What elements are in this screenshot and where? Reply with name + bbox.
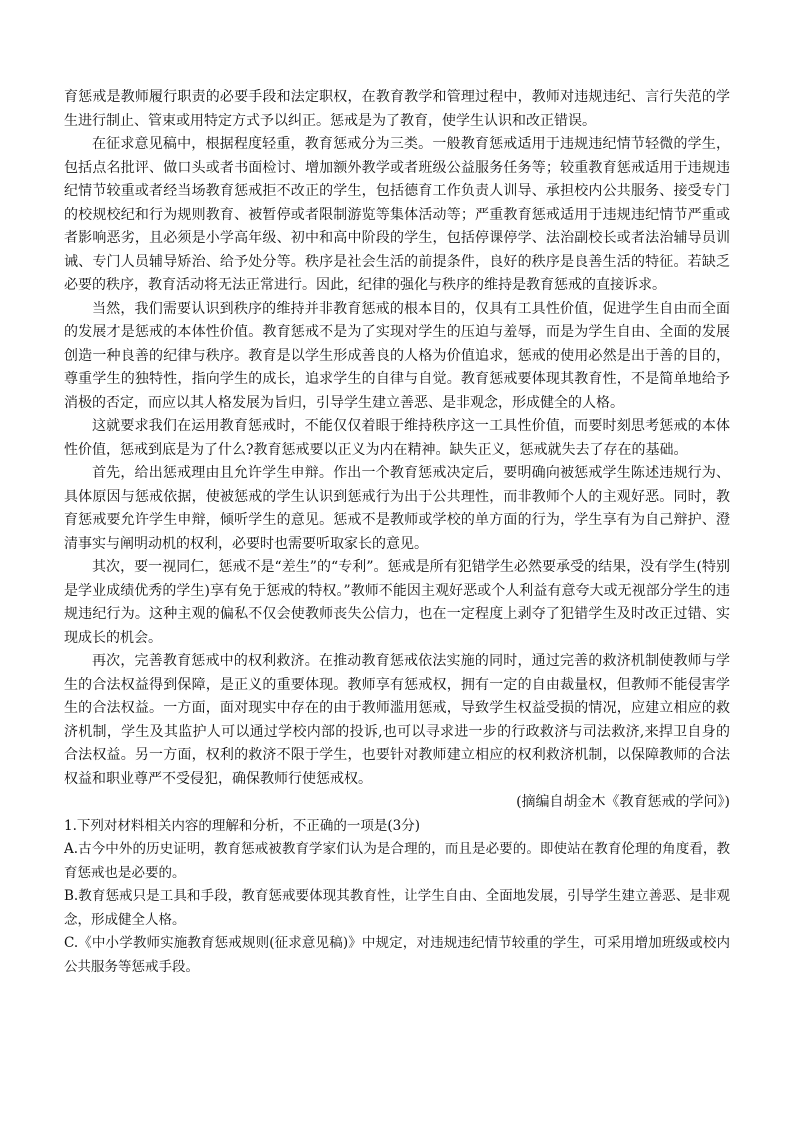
paragraph-2: 在征求意见稿中，根据程度轻重，教育惩戒分为三类。一般教育惩戒适用于违规违纪情节轻微的学生，包括点名批评、做口头或者书面检讨、增加额外教学或者班级公益服务任务等；较重教育惩戒适用于违规违纪情节较重或者经当场教育惩戒拒不改正的学生，包括德育工作负责人训导、承担校内公共服务、接受专门的校规校纪和行为规则教育、被暂停或者限制游览等集体活动等；严重教育惩戒适用于违规违纪情节严重或者影响恶劣，且必须是小学高年级、初中和高中阶段的学生，包括停课停学、法治副校长或者法治辅导员训诫、专门人员辅导矫治、给予处分等。秩序是社会生活的前提条件，良好的秩序是良善生活的特征。若缺乏必要的秩序，教育活动将无法正常进行。因此，纪律的强化与秩序的维持是教育惩戒的直接诉求。 <box>64 136 730 293</box>
paragraph-5: 首先，给出惩戒理由且允许学生申辩。作出一个教育惩戒决定后，要明确向被惩戒学生陈述违规行为、具体原因与惩戒依据，使被惩戒的学生认识到惩戒行为出于公共理性，而非教师个人的主观好恶。同时，教育惩戒要允许学生申辩，倾听学生的意见。惩戒不是教师或学校的单方面的行为，学生享有为自己辩护、澄清事实与阐明动机的权利，必要时也需要听取家长的意见。 <box>64 465 730 552</box>
paragraph-6: 其次，要一视同仁，惩戒不是“差生”的“专利”。惩戒是所有犯错学生必然要承受的结果，没有学生(特别是学业成绩优秀的学生)享有免于惩戒的特权。”教师不能因主观好恶或个人利益有意夸大或无视部分学生的违规违纪行为。这种主观的偏私不仅会使教师丧失公信力，也在一定程度上剥夺了犯错学生及时改正过错、实现成长的机会。 <box>64 559 730 646</box>
paragraph-1: 育惩戒是教师履行职责的必要手段和法定职权，在教育教学和管理过程中，教师对违规违纪、言行失范的学生进行制止、管束或用特定方式予以纠正。惩戒是为了教育，使学生认识和改正错误。 <box>64 89 730 129</box>
article-source: (摘编自胡金木《教育惩戒的学问》) <box>516 794 730 810</box>
paragraph-4: 这就要求我们在运用教育惩戒时，不能仅仅着眼于维持秩序这一工具性价值，而要时刻思考惩戒的本体性价值，惩戒到底是为了什么?教育惩戒要以正义为内在精神。缺失正义，惩戒就失去了存在的基础。 <box>64 418 730 458</box>
question-option-b: B.教育惩戒只是工具和手段，教育惩戒要体现其教育性，让学生自由、全面地发展，引导学生建立善恶、是非观念，形成健全人格。 <box>64 888 730 928</box>
paragraph-7: 再次，完善教育惩戒中的权利救济。在推动教育惩戒依法实施的同时，通过完善的救济机制使教师与学生的合法权益得到保障，是正义的重要体现。教师享有惩戒权，拥有一定的自由裁量权，但教师不能侵害学生的合法权益。一方面，面对现实中存在的由于教师滥用惩戒，导致学生权益受损的情况，应建立相应的救济机制，学生及其监护人可以通过学校内部的投诉,也可以寻求进一步的行政救济与司法救济,来捍卫自身的合法权益。另一方面，权利的救济不限于学生，也要针对教师建立相应的权利救济机制，以保障教师的合法权益和职业尊严不受侵犯，确保教师行使惩戒权。 <box>64 653 730 787</box>
question-option-c: C.《中小学教师实施教育惩戒规则(征求意见稿)》中规定，对违规违纪情节较重的学生，可采用增加班级或校内公共服务等惩戒手段。 <box>64 935 730 975</box>
paragraph-3: 当然，我们需要认识到秩序的维持并非教育惩戒的根本目的，仅具有工具性价值，促进学生自由而全面的发展才是惩戒的本体性价值。教育惩戒不是为了实现对学生的压迫与羞辱，而是为学生自由、全面的发展创造一种良善的纪律与秩序。教育是以学生形成善良的人格为价值追求，惩戒的使用必然是出于善的目的，尊重学生的独特性，指向学生的成长，追求学生的自律与自觉。教育惩戒要体现其教育性，不是简单地给予消极的否定，而应以其人格发展为旨归，引导学生建立善恶、是非观念，形成健全的人格。 <box>64 300 730 411</box>
question-stem: 1.下列对材料相关内容的理解和分析，不正确的一项是(3分) <box>64 817 421 834</box>
document-page <box>64 86 730 979</box>
question-option-a: A.古今中外的历史证明，教育惩戒被教育学家们认为是合理的，而且是必要的。即使站在教育伦理的角度看，教育惩戒也是必要的。 <box>64 841 730 881</box>
